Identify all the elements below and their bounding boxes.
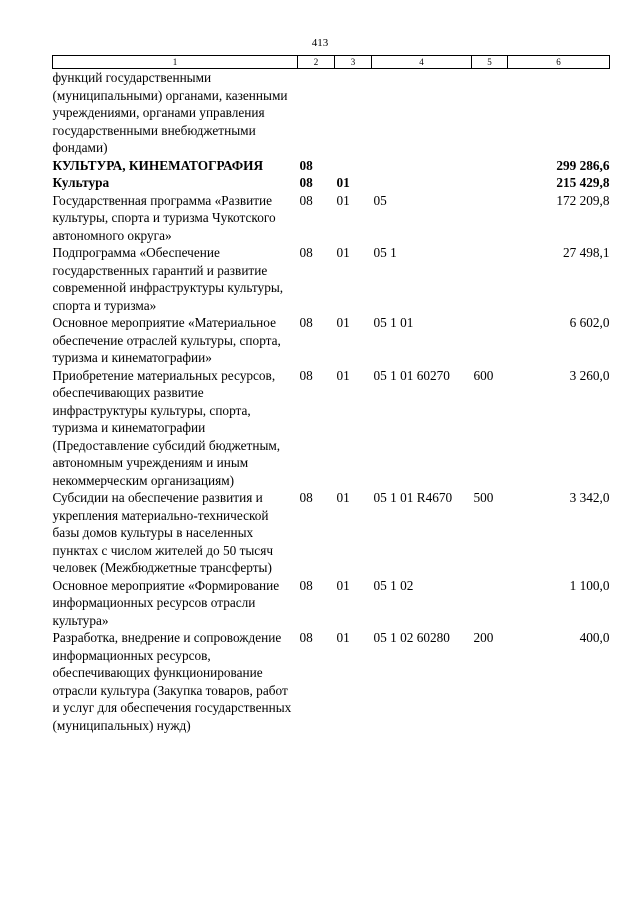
row-subsection: 01: [336, 315, 350, 330]
table-row: [53, 157, 610, 175]
row-section: [298, 69, 335, 157]
row-amount: 172 209,8: [556, 192, 610, 208]
row-amount: 6 602,0: [569, 315, 610, 330]
row-section: 08: [299, 315, 313, 330]
row-subsection: 01: [336, 577, 350, 593]
row-target-article: 05 1 02: [373, 577, 414, 593]
row-expense-type: 200: [473, 630, 494, 645]
header-col-6: 6: [508, 56, 610, 69]
table-body: [53, 69, 610, 735]
row-expense-type: [472, 577, 508, 630]
row-target-article: 05 1 02 60280: [373, 630, 450, 645]
row-target-article: 05 1 01 R4670: [373, 490, 453, 505]
header-col-3: 3: [335, 56, 372, 69]
row-amount: 3 260,0: [569, 367, 610, 383]
header-col-2: 2: [298, 56, 335, 69]
row-expense-type: [472, 244, 508, 314]
row-amount: 3 342,0: [569, 490, 610, 505]
header-col-4: 4: [372, 56, 472, 69]
row-subsection: 01: [336, 245, 350, 260]
row-name: Культура: [52, 175, 110, 190]
row-amount: 1 100,0: [569, 577, 610, 593]
row-section: 08: [299, 630, 313, 645]
row-target-article: 05 1 01: [373, 315, 414, 330]
row-subsection: [335, 157, 372, 175]
row-name: КУЛЬТУРА, КИНЕМАТОГРАФИЯ: [52, 157, 264, 173]
row-expense-type: [472, 192, 508, 245]
row-target-article: [372, 69, 472, 157]
row-amount: [508, 69, 610, 157]
row-expense-type: [472, 174, 508, 192]
row-target-article: [372, 174, 472, 192]
row-expense-type: [472, 157, 508, 175]
row-name: Разработка, внедрение и сопровождение информационных ресурсов, обеспечивающих функционирование отрасли культура (Закупка товаров, работ и услуг для обеспечения государственных (муниципальных) нужд): [52, 630, 292, 733]
table-row: [53, 577, 610, 630]
row-amount: 27 498,1: [562, 245, 610, 260]
row-subsection: 01: [336, 630, 350, 645]
row-name: функций государственными (муниципальными) органами, казенными учреждениями, органами управления государственными внебюджетными фондами): [52, 70, 288, 155]
table-row: [53, 69, 610, 157]
row-section: 08: [299, 245, 313, 260]
table-row: [53, 244, 610, 314]
header-col-5: 5: [472, 56, 508, 69]
row-section: 08: [299, 490, 313, 505]
row-name: Подпрограмма «Обеспечение государственных гарантий и развитие современной инфраструктуры культуры, спорта и туризма»: [52, 245, 284, 313]
row-section: 08: [299, 157, 313, 173]
row-subsection: 01: [336, 175, 350, 190]
row-subsection: 01: [336, 367, 350, 383]
table-row: [53, 192, 610, 245]
row-name: Приобретение материальных ресурсов, обеспечивающих развитие инфраструктуры культуры, спорта, туризма и кинематографии (Предоставление субсидий бюджетным, автономным учреждениям и иным некоммерческим организациям): [52, 367, 281, 488]
row-section: 08: [299, 192, 313, 208]
row-name: Субсидии на обеспечение развития и укрепления материально-технической базы домов культуры в населенных пунктах с числом жителей до 50 тысяч человек (Межбюджетные трансферты): [52, 490, 274, 575]
header-col-1: 1: [53, 56, 298, 69]
row-subsection: [335, 69, 372, 157]
table-row: [53, 629, 610, 734]
table-row: [53, 367, 610, 490]
row-amount: 299 286,6: [556, 157, 610, 173]
row-section: 08: [299, 577, 313, 593]
row-target-article: 05 1 01 60270: [373, 367, 450, 383]
table-row: [53, 314, 610, 367]
row-section: 08: [299, 175, 313, 190]
row-subsection: 01: [336, 490, 350, 505]
row-target-article: 05 1: [373, 245, 397, 260]
row-section: 08: [299, 367, 313, 383]
row-expense-type: [472, 314, 508, 367]
row-target-article: 05: [373, 192, 387, 208]
row-target-article: [372, 157, 472, 175]
page-number: 413: [311, 37, 329, 49]
row-amount: 215 429,8: [556, 175, 610, 190]
row-name: Государственная программа «Развитие культуры, спорта и туризма Чукотского автономного округа»: [52, 192, 276, 243]
table-header: [53, 56, 610, 69]
table-row: [53, 174, 610, 192]
row-expense-type: [472, 69, 508, 157]
row-expense-type: 500: [473, 490, 494, 505]
table-row: [53, 489, 610, 577]
row-name: Основное мероприятие «Материальное обеспечение отраслей культуры, спорта, туризма и кинематографии»: [52, 315, 281, 365]
row-subsection: 01: [336, 192, 350, 208]
row-name: Основное мероприятие «Формирование информационных ресурсов отрасли культура»: [52, 577, 280, 628]
row-amount: 400,0: [579, 630, 610, 645]
budget-table: [52, 55, 610, 734]
row-expense-type: 600: [473, 367, 494, 383]
